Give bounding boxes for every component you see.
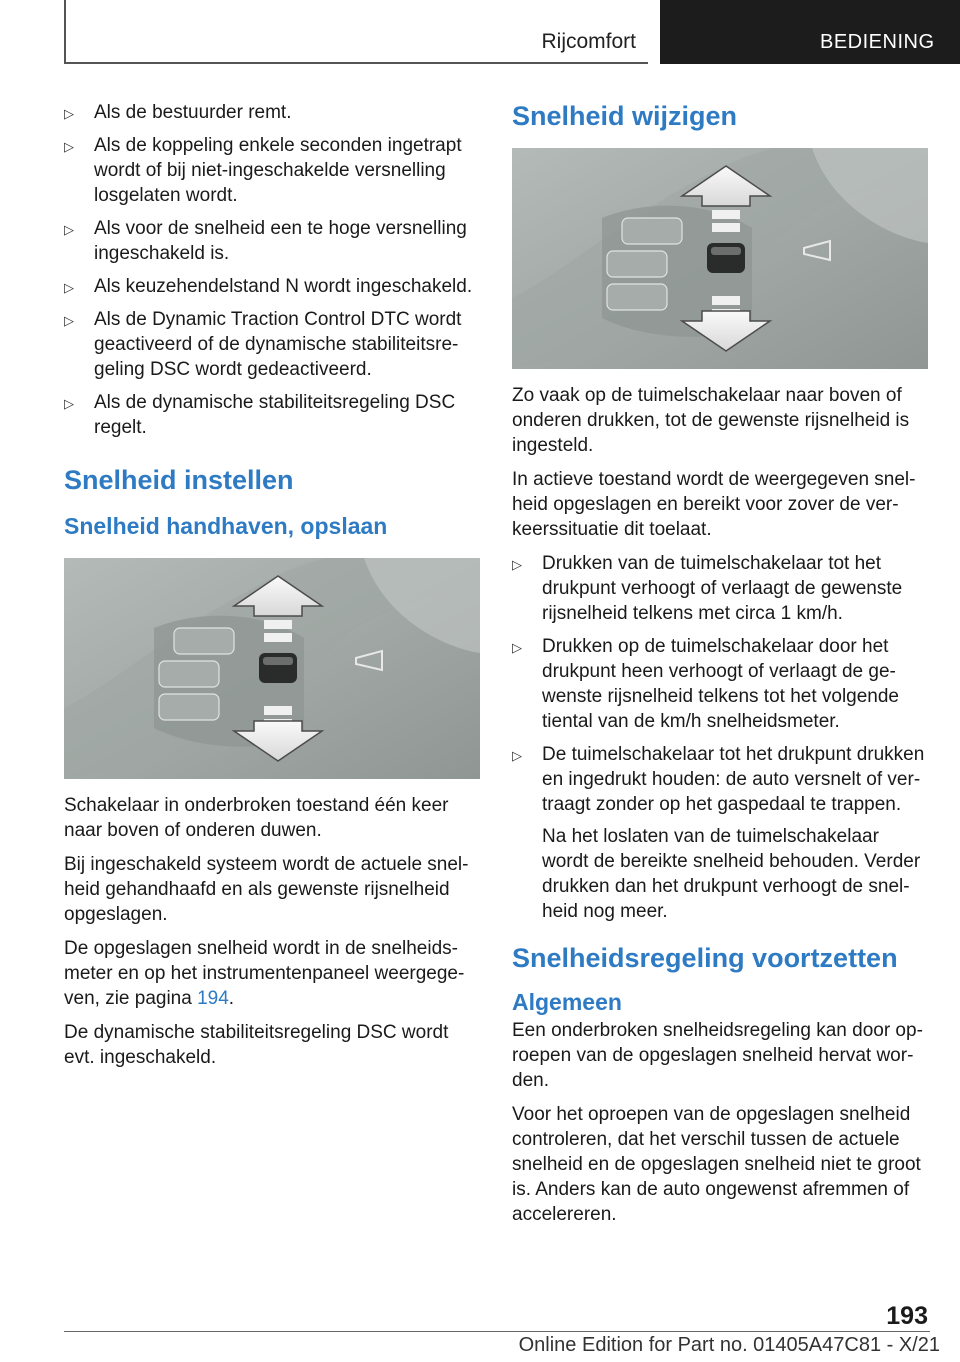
triangle-bullet-icon: ▷: [64, 396, 74, 411]
triangle-bullet-icon: ▷: [64, 313, 74, 328]
triangle-bullet-icon: ▷: [64, 139, 74, 154]
chapter-tab: [660, 0, 960, 64]
page-number: 193: [886, 1302, 928, 1330]
list-item: ▷ Als de koppeling enkele seconden ingetrapt wordt of bij niet-ingeschakelde versnelling losgelaten wordt.: [64, 135, 462, 206]
heading-snelheid-instellen: Snelheid instellen: [64, 465, 294, 495]
header-left-frame: [64, 0, 648, 64]
paragraph: Schakelaar in onderbroken toestand één keer naar boven of onderen duwen.: [64, 795, 449, 841]
list-item: ▷ Drukken van de tuimelschakelaar tot het drukpunt verhoogt of verlaagt de gewenste rijsnelheid telkens met circa 1 km/h.: [512, 553, 903, 624]
list-item: ▷ Als voor de snelheid een te hoge versnelling ingeschakeld is.: [64, 218, 467, 264]
steering-wheel-switch-figure: [64, 558, 480, 779]
paragraph: In actieve toestand wordt de weergegeven snelheid opgeslagen en bereikt voor zover de verkeerssituatie dit toelaat.: [512, 469, 916, 540]
triangle-bullet-icon: ▷: [64, 280, 74, 295]
triangle-bullet-icon: ▷: [512, 640, 522, 655]
list-item-continuation: Na het loslaten van de tuimelschakelaar wordt de bereikte snelheid behouden. Verder drukken dan het drukpunt verhoogt de snelheid nog meer.: [542, 826, 921, 922]
paragraph-with-link: De opgeslagen snelheid wordt in de snelheidsmeter en op het instrumentenpaneel weergegeven, zie pagina 194.: [64, 938, 465, 1009]
steering-wheel-switch-figure: [512, 148, 928, 369]
list-item: ▷ Drukken op de tuimelschakelaar door het drukpunt heen verhoogt of verlaagt de gewenste rijsnelheid telkens tot het volgende tiental van de km/h snelheidsmeter.: [512, 636, 900, 732]
heading-snelheid-wijzigen: Snelheid wijzigen: [512, 101, 738, 131]
footer-divider: [64, 1331, 930, 1332]
condition-list: [64, 100, 482, 440]
triangle-bullet-icon: ▷: [512, 748, 522, 763]
page-link[interactable]: 194: [197, 988, 229, 1009]
chapter-title: BEDIENING: [820, 31, 935, 53]
edition-footer: Online Edition for Part no. 01405A47C81 - X/21: [518, 1334, 940, 1356]
triangle-bullet-icon: ▷: [512, 557, 522, 572]
list-item: ▷ Als de dynamische stabiliteitsregeling DSC regelt.: [64, 392, 456, 438]
paragraph: Een onderbroken snelheidsregeling kan door oproepen van de opgeslagen snelheid hervat worden.: [512, 1020, 923, 1091]
paragraph: De dynamische stabiliteitsregeling DSC wordt evt. ingeschakeld.: [64, 1022, 449, 1068]
list-item: ▷ Als de bestuurder remt.: [64, 100, 482, 125]
rocker-switch-list: [512, 551, 930, 924]
paragraph: Bij ingeschakeld systeem wordt de actuele snelheid gehandhaafd en als gewenste rijsnelheid opgeslagen.: [64, 854, 469, 925]
left-column: [64, 100, 482, 1079]
heading-snelheidsregeling-voortzetten: Snelheidsregeling voortzetten: [512, 943, 898, 973]
list-item: ▷ Als de Dynamic Traction Control DTC wordt geactiveerd of de dynamische stabiliteitsregeling DSC wordt gedeactiveerd.: [64, 309, 462, 380]
heading-algemeen: Algemeen: [512, 989, 622, 1015]
right-column: [512, 100, 930, 1236]
paragraph: Voor het oproepen van de opgeslagen snelheid controleren, dat het verschil tussen de actuele snelheid en de opgeslagen snelheid niet te groot is. Anders kan de auto ongewenst afremmen of accelereren.: [512, 1104, 921, 1225]
paragraph: Zo vaak op de tuimelschakelaar naar boven of onderen drukken, tot de gewenste rijsnelheid is ingesteld.: [512, 385, 910, 456]
list-item: ▷ Als keuzehendelstand N wordt ingeschakeld.: [64, 274, 482, 299]
triangle-bullet-icon: ▷: [64, 106, 74, 121]
heading-snelheid-handhaven: Snelheid handhaven, opslaan: [64, 513, 388, 539]
triangle-bullet-icon: ▷: [64, 222, 74, 237]
list-item: ▷ De tuimelschakelaar tot het drukpunt drukken en ingedrukt houden: de auto versnelt of vertraagt zonder op het gaspedaal te trappen. Na het loslaten van de tuimelschakelaar wordt de bereikte snelheid behouden. Verder drukken dan het drukpunt verhoogt de snelheid nog meer.: [512, 742, 930, 924]
section-title: Rijcomfort: [541, 30, 636, 53]
